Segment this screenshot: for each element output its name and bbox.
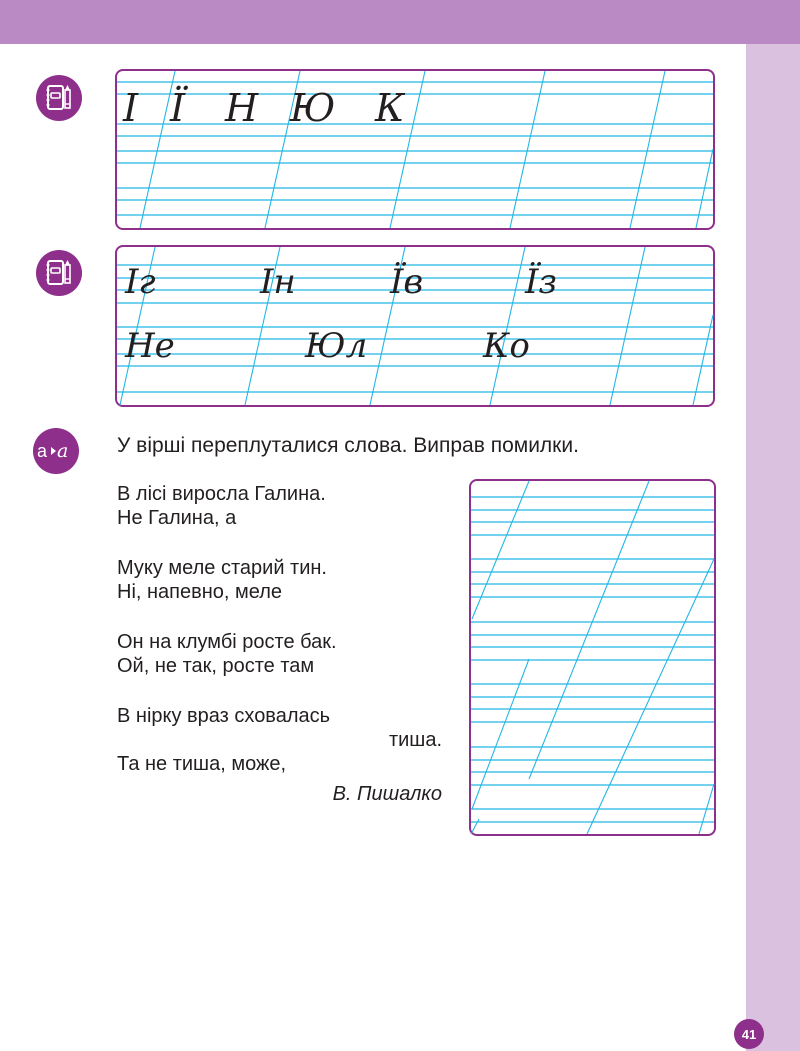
letter-ka: К	[375, 86, 405, 130]
page-number: 41	[734, 1019, 764, 1049]
writing-box-2[interactable]	[115, 245, 715, 407]
notebook-pencil-icon	[36, 75, 82, 121]
syllable-ig: Іг	[125, 262, 156, 302]
syllable-ko: Ко	[483, 326, 530, 366]
letter-en: Н	[225, 86, 259, 130]
poem-line: Ні, напевно, меле	[117, 581, 283, 603]
poem-line: В лісі виросла Галина.	[117, 483, 326, 505]
poem-stanza-4	[117, 704, 442, 806]
instruction: У вірші переплуталися слова. Виправ помилки.	[117, 434, 579, 457]
poem-line: Муку меле старий тин.	[117, 557, 327, 579]
side-band	[746, 44, 800, 1051]
letter-yu: Ю	[290, 86, 336, 130]
poem-line: В нірку враз сховалась	[117, 705, 331, 727]
poem-line-end: тиша.	[388, 729, 442, 751]
writing-box-1[interactable]	[115, 69, 715, 230]
poem-stanza-1	[117, 482, 442, 530]
syllable-yul: Юл	[305, 326, 368, 366]
poem-line: Не Галина, а	[117, 507, 237, 529]
poem-stanza-3	[117, 630, 442, 678]
letter-yi: Ї	[170, 86, 186, 130]
poem-line: Ой, не так, росте там	[117, 655, 315, 677]
a-to-cursive-a-icon	[33, 428, 79, 474]
poem-author: В. Пишалко	[332, 783, 442, 805]
letter-i: І	[123, 86, 139, 130]
writing-box-3[interactable]	[469, 479, 716, 836]
notebook-pencil-icon	[36, 250, 82, 296]
syllable-in: Ін	[260, 262, 296, 302]
top-band	[0, 0, 800, 44]
syllable-ne: Не	[125, 326, 175, 366]
poem-line: Та не тиша, може,	[117, 753, 287, 775]
poem-line: Он на клумбі росте бак.	[117, 631, 337, 653]
poem-stanza-2	[117, 556, 442, 604]
syllable-yiz: Їз	[525, 262, 557, 302]
svg-text:а: а	[57, 440, 69, 462]
svg-text:а: а	[37, 441, 48, 461]
syllable-yiv: Їв	[390, 262, 424, 302]
